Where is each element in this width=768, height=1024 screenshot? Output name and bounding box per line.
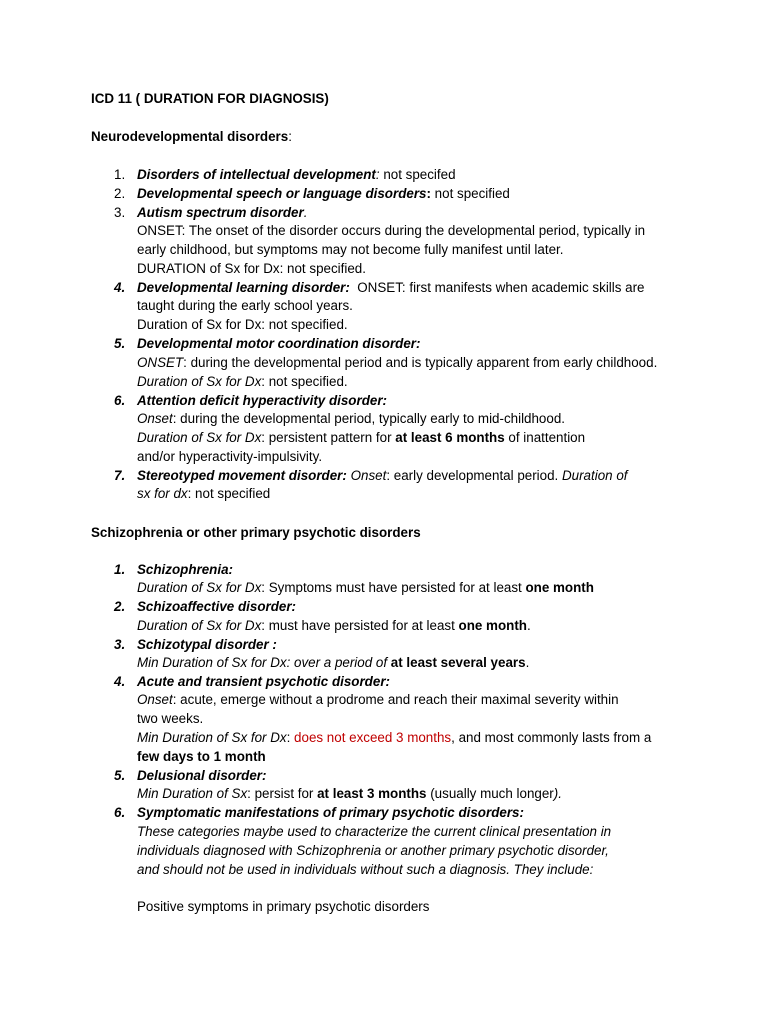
psych-item-4 bbox=[114, 673, 125, 692]
item-text: . bbox=[526, 618, 531, 633]
item-name: Acute and transient psychotic disorder: bbox=[137, 674, 390, 689]
duration-label: Duration of bbox=[561, 468, 628, 483]
doc-title bbox=[91, 90, 329, 109]
item-name: Schizophrenia: bbox=[137, 562, 233, 577]
duration-label: Duration of Sx for Dx bbox=[137, 618, 262, 633]
item-text: These categories maybe used to characterize the current clinical presentation in bbox=[137, 824, 612, 839]
psych-heading-text: Schizophrenia or other primary psychotic disorders bbox=[91, 525, 421, 540]
item-text: : not specified. bbox=[261, 374, 348, 389]
psych-item-2-content bbox=[137, 598, 296, 617]
item-text: two weeks. bbox=[137, 711, 204, 726]
item-text: : persist for bbox=[247, 786, 318, 801]
neuro-item-1 bbox=[114, 166, 125, 185]
item-text: of inattention bbox=[504, 430, 586, 445]
psych-item-4-duration-2 bbox=[137, 748, 266, 767]
item-number: 3. bbox=[114, 637, 126, 652]
positive-symptoms bbox=[137, 898, 429, 917]
duration-label: Min Duration of Sx for Dx bbox=[137, 730, 287, 745]
psych-item-3-content bbox=[137, 636, 277, 655]
item-number: 7. bbox=[114, 468, 126, 483]
item-name: Schizotypal disorder : bbox=[137, 637, 277, 652]
duration-label: Duration of Sx for Dx bbox=[137, 430, 262, 445]
item-number: 5. bbox=[114, 336, 126, 351]
neuro-item-6-duration-2 bbox=[137, 448, 322, 467]
neuro-item-6-onset bbox=[137, 410, 565, 429]
item-name: Symptomatic manifestations of primary psychotic disorders: bbox=[137, 805, 524, 820]
duration-emphasis: at least 3 months bbox=[317, 786, 427, 801]
onset-label: Onset bbox=[137, 692, 173, 707]
neuro-item-4 bbox=[114, 279, 125, 298]
psych-item-4-content bbox=[137, 673, 390, 692]
item-number: 6. bbox=[114, 805, 126, 820]
psych-item-1 bbox=[114, 561, 125, 580]
psych-item-1-content bbox=[137, 561, 233, 580]
psych-item-2-duration bbox=[137, 617, 531, 636]
item-number: 2. bbox=[114, 599, 126, 614]
psych-item-1-duration bbox=[137, 579, 594, 598]
item-text: and should not be used in individuals without such a diagnosis. They include: bbox=[137, 862, 594, 877]
psych-item-4-onset bbox=[137, 691, 619, 710]
doc-title-text: ICD 11 ( DURATION FOR DIAGNOSIS) bbox=[91, 91, 329, 106]
duration-label: Min Duration of Sx for Dx: over a period of bbox=[137, 655, 391, 670]
item-text: : not specified bbox=[187, 486, 271, 501]
item-name: Disorders of intellectual development bbox=[137, 167, 376, 182]
item-name: Schizoaffective disorder: bbox=[137, 599, 297, 614]
item-text: DURATION of Sx for Dx: not specified. bbox=[137, 261, 366, 276]
item-number: 5. bbox=[114, 768, 126, 783]
item-text: : bbox=[286, 730, 295, 745]
psych-heading bbox=[91, 524, 421, 543]
item-text: : during the developmental period and is typically apparent from early childhood. bbox=[183, 355, 658, 370]
psych-item-6-line-3 bbox=[137, 861, 593, 880]
psych-item-6-line-1 bbox=[137, 823, 611, 842]
item-number: 4. bbox=[114, 280, 126, 295]
neuro-item-4-text-2 bbox=[137, 297, 353, 316]
neuro-item-3-content bbox=[137, 204, 307, 223]
neuro-item-7-duration bbox=[137, 485, 270, 504]
psych-item-2 bbox=[114, 598, 125, 617]
neuro-item-5 bbox=[114, 335, 125, 354]
item-text: : Symptoms must have persisted for at least bbox=[261, 580, 526, 595]
duration-label: Duration of Sx for Dx bbox=[137, 374, 262, 389]
item-text: individuals diagnosed with Schizophrenia or another primary psychotic disorder, bbox=[137, 843, 609, 858]
item-separator: . bbox=[303, 205, 308, 220]
item-name: Developmental motor coordination disorder: bbox=[137, 336, 421, 351]
neuro-item-3-duration bbox=[137, 260, 366, 279]
item-text: , and most commonly lasts from a bbox=[451, 730, 652, 745]
item-name: Attention deficit hyperactivity disorder: bbox=[137, 393, 387, 408]
item-number: 1. bbox=[114, 562, 126, 577]
neuro-item-3-onset-2 bbox=[137, 241, 563, 260]
psych-item-4-onset-2 bbox=[137, 710, 203, 729]
psych-item-6-content bbox=[137, 804, 524, 823]
psych-item-5-duration bbox=[137, 785, 562, 804]
item-text: ONSET: The onset of the disorder occurs during the developmental period, typically in bbox=[137, 223, 646, 238]
item-name: Autism spectrum disorder bbox=[137, 205, 304, 220]
duration-highlight: does not exceed 3 months bbox=[294, 730, 452, 745]
neuro-item-5-onset bbox=[137, 354, 657, 373]
psych-item-5-content bbox=[137, 767, 266, 786]
item-text: : must have persisted for at least bbox=[261, 618, 459, 633]
neuro-item-7-content bbox=[137, 467, 628, 486]
item-number: 4. bbox=[114, 674, 126, 689]
item-text: and/or hyperactivity-impulsivity. bbox=[137, 449, 323, 464]
item-text: (usually much longer bbox=[426, 786, 554, 801]
duration-emphasis: one month bbox=[458, 618, 527, 633]
neuro-item-3-onset-1 bbox=[137, 222, 645, 241]
duration-label: sx for dx bbox=[137, 486, 188, 501]
item-number: 3. bbox=[114, 205, 126, 220]
item-name: Stereotyped movement disorder: bbox=[137, 468, 347, 483]
item-number: 1. bbox=[114, 167, 126, 182]
onset-label: Onset bbox=[350, 468, 387, 483]
item-name: Delusional disorder: bbox=[137, 768, 267, 783]
item-text: : persistent pattern for bbox=[261, 430, 396, 445]
psych-item-3-duration bbox=[137, 654, 529, 673]
neuro-item-5-duration bbox=[137, 373, 348, 392]
neuro-item-4-content bbox=[137, 279, 645, 298]
item-text: : during the developmental period, typically early to mid-childhood. bbox=[172, 411, 565, 426]
neuro-item-3 bbox=[114, 204, 125, 223]
item-text: not specified bbox=[434, 186, 510, 201]
item-text: : early developmental period. bbox=[386, 468, 562, 483]
psych-item-6-line-2 bbox=[137, 842, 609, 861]
psych-item-3 bbox=[114, 636, 125, 655]
duration-emphasis: at least 6 months bbox=[395, 430, 505, 445]
neuro-item-6-content bbox=[137, 392, 387, 411]
item-number: 6. bbox=[114, 393, 126, 408]
psych-item-6 bbox=[114, 804, 125, 823]
item-text: ONSET: first manifests when academic skills are bbox=[357, 280, 645, 295]
neuro-heading-colon: : bbox=[288, 129, 292, 144]
neuro-heading-text: Neurodevelopmental disorders bbox=[91, 129, 289, 144]
positive-symptoms-text: Positive symptoms in primary psychotic disorders bbox=[137, 899, 430, 914]
duration-label: Min Duration of Sx bbox=[137, 786, 248, 801]
item-text: not specifed bbox=[383, 167, 456, 182]
neuro-item-4-duration bbox=[137, 316, 348, 335]
duration-emphasis: one month bbox=[525, 580, 594, 595]
neuro-item-7 bbox=[114, 467, 125, 486]
item-separator: : bbox=[426, 186, 435, 201]
neuro-item-1-content bbox=[137, 166, 456, 185]
item-text: ). bbox=[553, 786, 562, 801]
item-text: Duration of Sx for Dx: not specified. bbox=[137, 317, 348, 332]
duration-label: Duration of Sx for Dx bbox=[137, 580, 262, 595]
onset-label: Onset bbox=[137, 411, 173, 426]
psych-item-5 bbox=[114, 767, 125, 786]
item-text: . bbox=[525, 655, 530, 670]
neuro-item-5-content bbox=[137, 335, 420, 354]
item-number: 2. bbox=[114, 186, 126, 201]
neuro-item-6 bbox=[114, 392, 125, 411]
duration-emphasis: few days to 1 month bbox=[137, 749, 266, 764]
duration-emphasis: at least several years bbox=[390, 655, 526, 670]
neuro-item-6-duration bbox=[137, 429, 585, 448]
item-name: Developmental learning disorder: bbox=[137, 280, 350, 295]
item-name: Developmental speech or language disorders bbox=[137, 186, 427, 201]
item-separator: : bbox=[375, 167, 384, 182]
neuro-item-2-content bbox=[137, 185, 510, 204]
item-text: early childhood, but symptoms may not become fully manifest until later. bbox=[137, 242, 564, 257]
onset-label: ONSET bbox=[137, 355, 184, 370]
psych-item-4-duration bbox=[137, 729, 651, 748]
item-text: : acute, emerge without a prodrome and reach their maximal severity within bbox=[172, 692, 619, 707]
item-text: taught during the early school years. bbox=[137, 298, 353, 313]
neuro-heading bbox=[91, 128, 292, 147]
neuro-item-2 bbox=[114, 185, 125, 204]
